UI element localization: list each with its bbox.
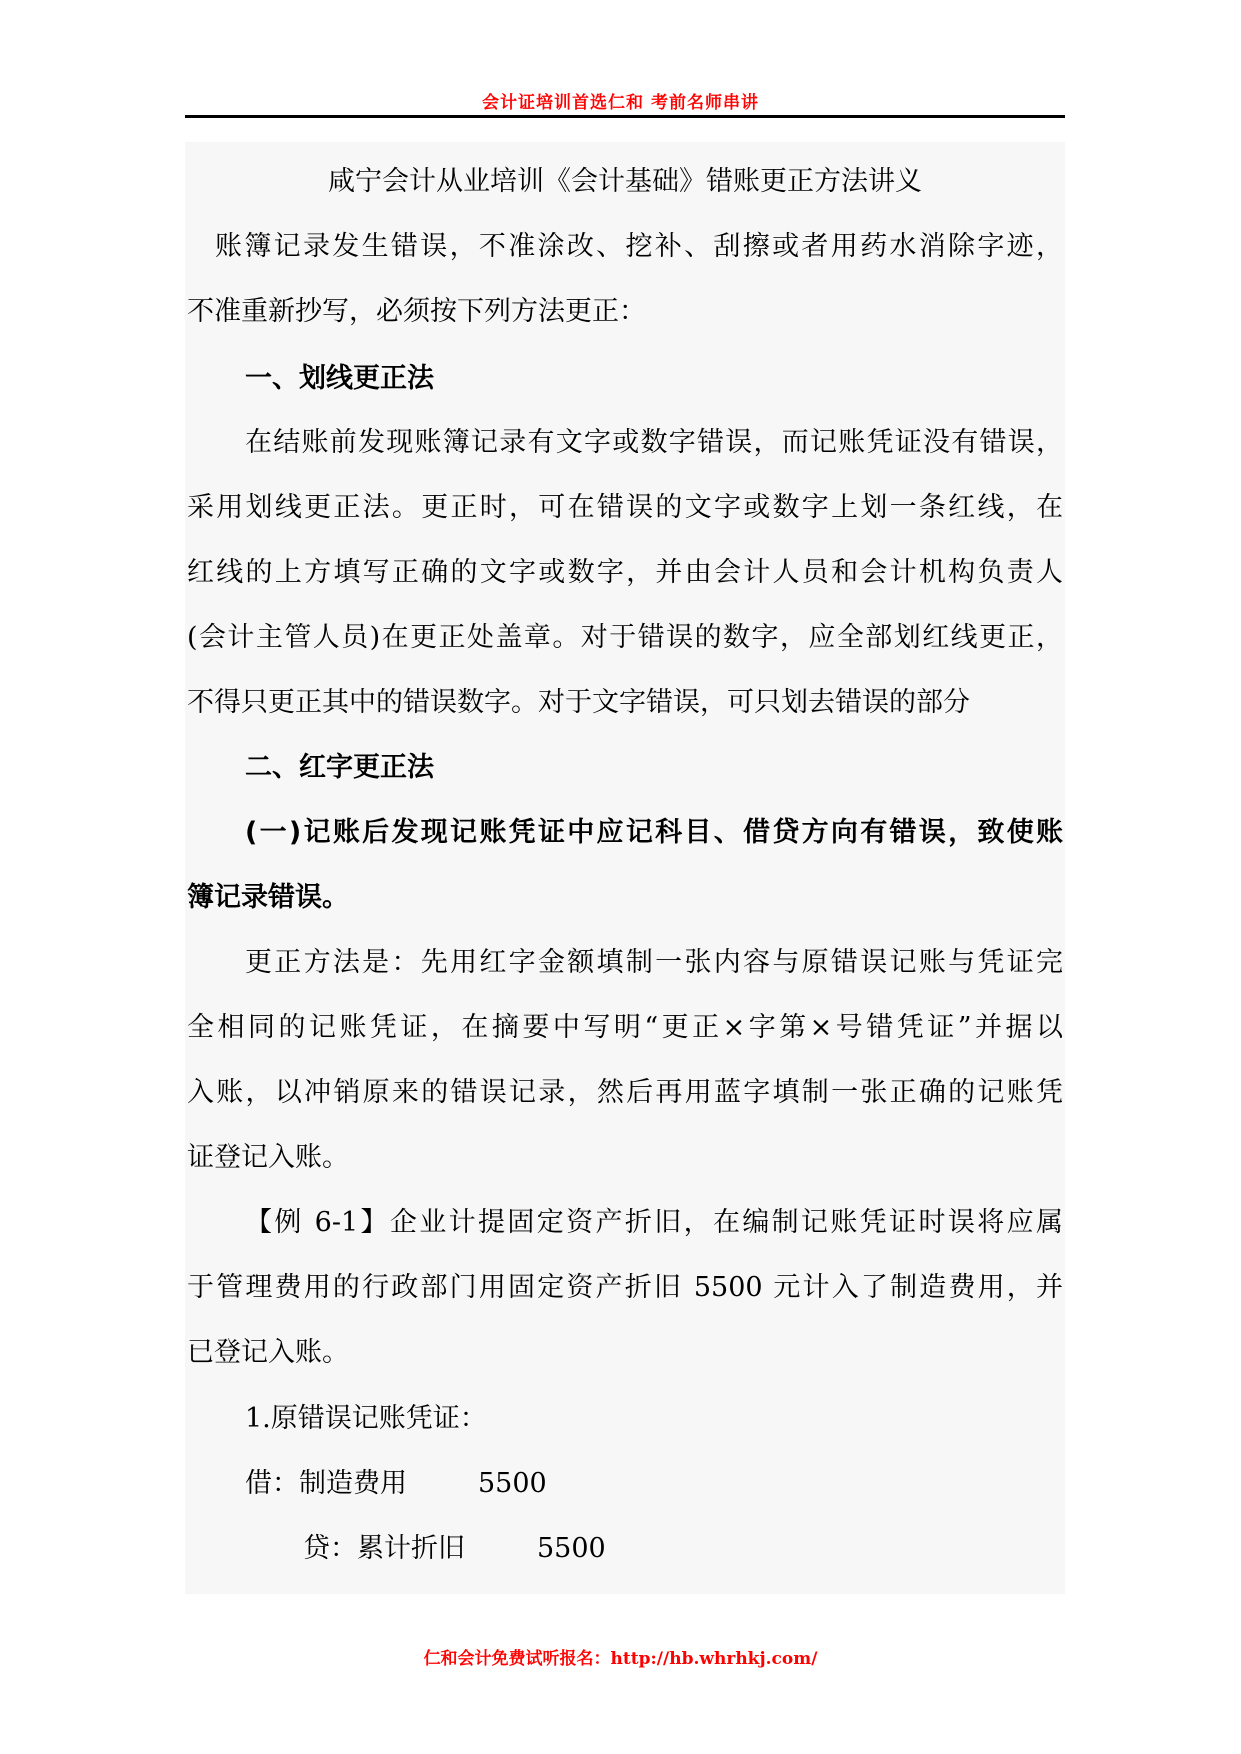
section1-line-3: 红线的上方填写正确的文字或数字，并由会计人员和会计机构负责人	[187, 557, 1063, 588]
entry-title: 1.原错误记账凭证：	[245, 1403, 487, 1434]
section1-line-1: 在结账前发现账簿记录有文字或数字错误，而记账凭证没有错误，	[245, 427, 1063, 458]
section2-method-line-1: 更正方法是：先用红字金额填制一张内容与原错误记账与凭证完	[245, 947, 1063, 978]
header-slogan: 会计证培训首选仁和 考前名师串讲	[482, 93, 759, 113]
section1-line-2: 采用划线更正法。更正时，可在错误的文字或数字上划一条红线，在	[187, 492, 1063, 523]
section2-heading: 二、红字更正法	[245, 752, 434, 783]
section2-subheading-line-2: 簿记录错误。	[187, 882, 349, 913]
section2-method-line-2: 全相同的记账凭证，在摘要中写明“更正×字第×号错凭证”并据以	[187, 1012, 1063, 1043]
example-line-2: 于管理费用的行政部门用固定资产折旧 5500 元计入了制造费用，并	[187, 1272, 1063, 1303]
credit-account: 贷：累计折旧	[303, 1533, 465, 1564]
debit-amount: 5500	[478, 1468, 547, 1499]
credit-amount: 5500	[537, 1533, 606, 1564]
section1-line-4: (会计主管人员)在更正处盖章。对于错误的数字，应全部划红线更正，	[187, 622, 1063, 653]
example-line-1: 【例 6-1】企业计提固定资产折旧，在编制记账凭证时误将应属	[245, 1207, 1063, 1238]
content-area	[185, 142, 1065, 1594]
section1-line-5: 不得只更正其中的错误数字。对于文字错误，可只划去错误的部分	[187, 687, 970, 718]
intro-line-1: 账簿记录发生错误，不准涂改、挖补、刮擦或者用药水消除字迹，	[215, 231, 1063, 262]
header-divider	[185, 115, 1065, 118]
example-line-3: 已登记入账。	[187, 1337, 349, 1368]
section2-subheading-line-1: (一)记账后发现记账凭证中应记科目、借贷方向有错误，致使账	[245, 817, 1063, 848]
section2-method-line-4: 证登记入账。	[187, 1142, 349, 1173]
intro-line-2: 不准重新抄写，必须按下列方法更正：	[187, 296, 646, 327]
section2-method-line-3: 入账，以冲销原来的错误记录，然后再用蓝字填制一张正确的记账凭	[187, 1077, 1063, 1108]
section1-heading: 一、划线更正法	[245, 363, 434, 394]
document-title: 咸宁会计从业培训《会计基础》错账更正方法讲义	[328, 166, 922, 197]
footer-signup-link[interactable]: 仁和会计免费试听报名：http://hb.whrhkj.com/	[423, 1649, 818, 1669]
debit-account: 借：制造费用	[245, 1468, 407, 1499]
